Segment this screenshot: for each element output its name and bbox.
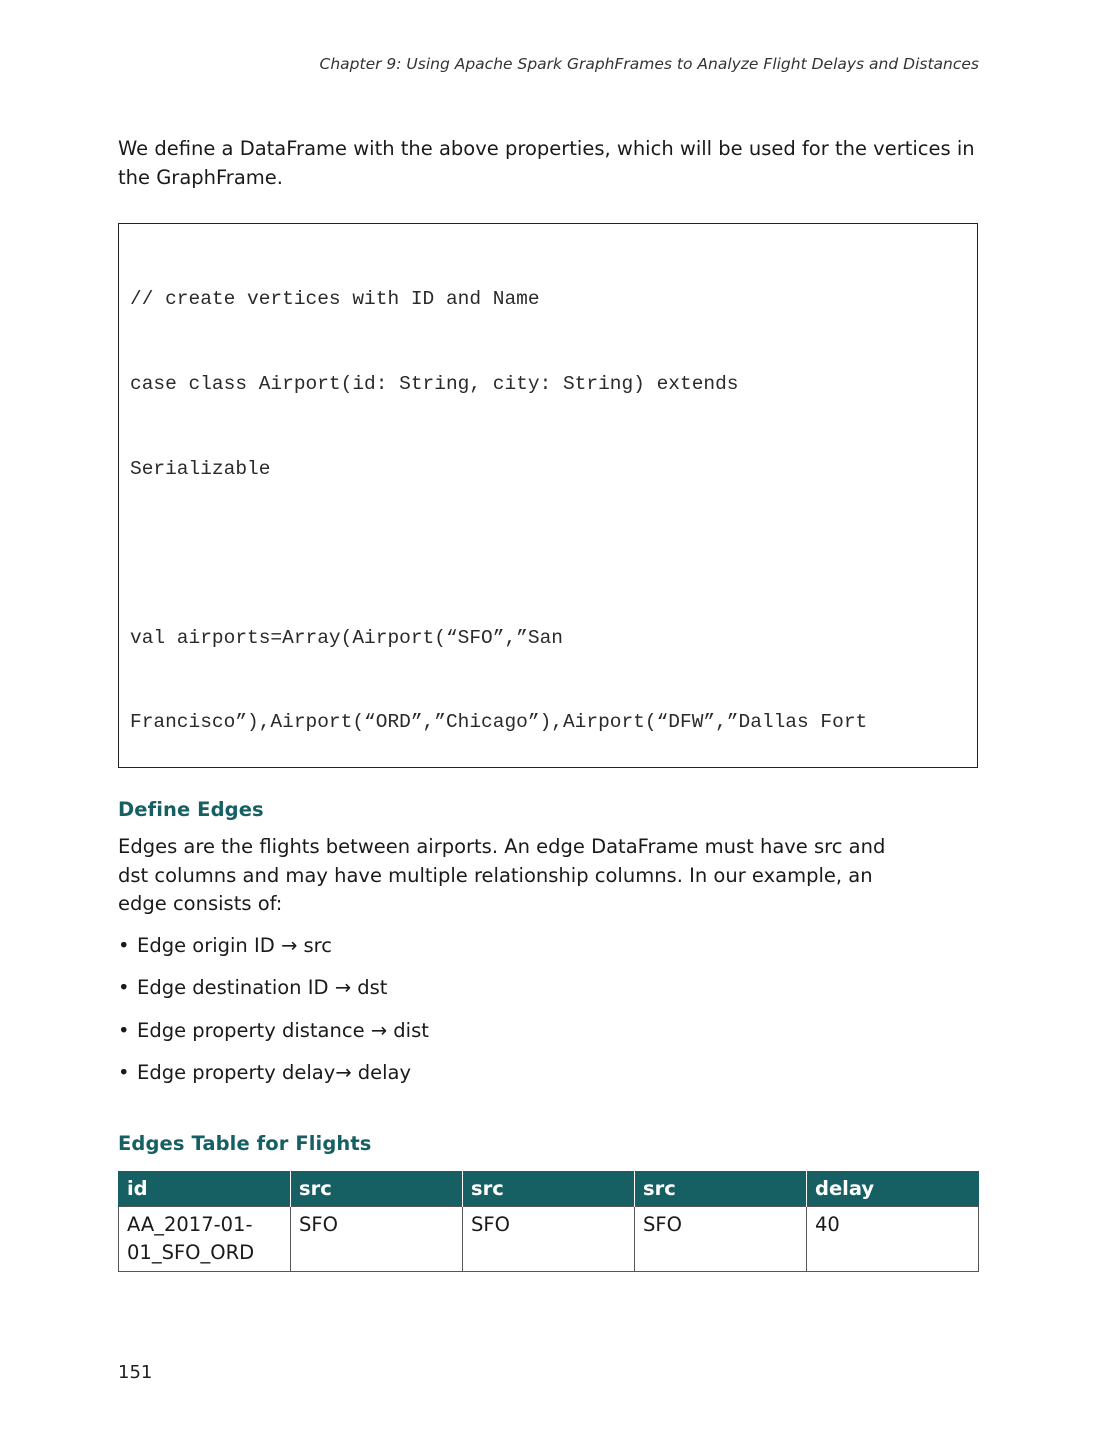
table-header-cell: src xyxy=(635,1171,807,1206)
page-number: 151 xyxy=(118,1362,153,1383)
section-heading-define-edges: Define Edges xyxy=(118,798,264,821)
code-line: val airports=Array(Airport(“SFO”,”San xyxy=(130,626,563,649)
table-cell: 40 xyxy=(807,1206,979,1271)
code-line: case class Airport(id: String, city: String) extends xyxy=(130,373,739,395)
bullet-marker: • xyxy=(118,1060,130,1084)
bullet-marker: • xyxy=(118,934,130,957)
running-header: Chapter 9: Using Apache Spark GraphFrames to Analyze Flight Delays and Distances xyxy=(319,55,979,73)
list-item-text: Edge property distance → dist xyxy=(137,1018,429,1042)
code-line: // create vertices with ID and Name xyxy=(130,288,540,311)
bullet-marker: • xyxy=(118,1018,130,1042)
table-cell: SFO xyxy=(635,1206,807,1271)
intro-paragraph: We define a DataFrame with the above properties, which will be used for the vertices in the GraphFrame. xyxy=(118,137,975,189)
code-line: Serializable xyxy=(130,457,271,480)
list-item xyxy=(118,972,429,1014)
list-item xyxy=(118,1015,429,1057)
code-line xyxy=(130,539,966,567)
code-line: Francisco”),Airport(“ORD”,”Chicago”),Airport(“DFW”,”Dallas Fort xyxy=(130,711,868,734)
list-item-text: Edge origin ID → src xyxy=(137,934,332,957)
table-cell: SFO xyxy=(463,1206,635,1271)
table-row xyxy=(119,1206,979,1271)
code-block xyxy=(118,223,978,768)
list-item xyxy=(118,1057,429,1099)
list-item xyxy=(118,930,429,972)
table-header-cell: delay xyxy=(807,1171,979,1206)
bullet-marker: • xyxy=(118,976,130,1000)
define-edges-paragraph: Edges are the flights between airports. An edge DataFrame must have src and dst columns and may have multiple relationship columns. In our example, an edge consists of: xyxy=(118,835,886,915)
table-header-row xyxy=(119,1171,979,1206)
table-header-cell: src xyxy=(463,1171,635,1206)
section-heading-edges-table: Edges Table for Flights xyxy=(118,1132,372,1155)
table-header-cell: src xyxy=(291,1171,463,1206)
list-item-text: Edge property delay→ delay xyxy=(137,1060,412,1084)
table-header-cell: id xyxy=(119,1171,291,1206)
table-cell: AA_2017-01-01_SFO_ORD xyxy=(119,1206,291,1271)
edge-property-list xyxy=(118,930,429,1099)
list-item-text: Edge destination ID → dst xyxy=(137,976,388,1000)
table-cell: SFO xyxy=(291,1206,463,1271)
edges-table xyxy=(118,1171,979,1272)
